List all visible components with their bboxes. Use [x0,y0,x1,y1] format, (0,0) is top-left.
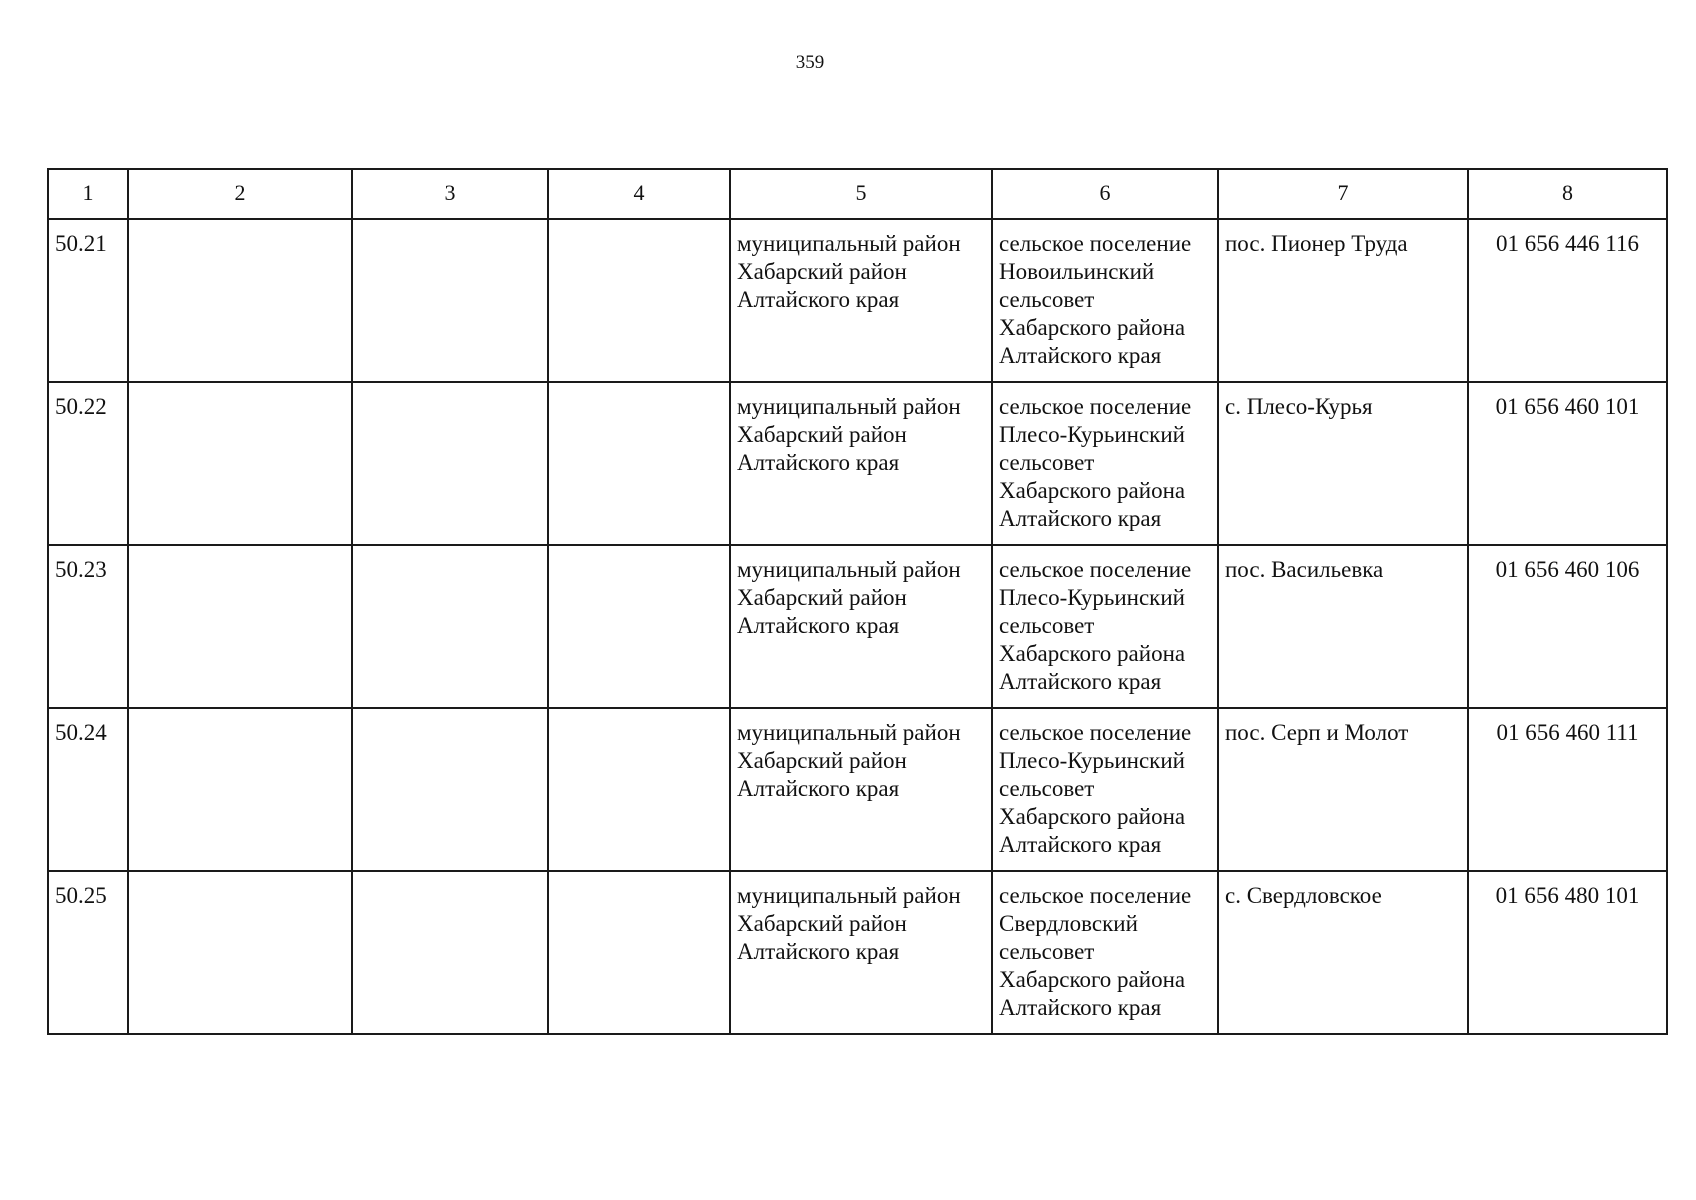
district-line: Алтайского края [737,450,900,475]
table-row [48,219,1667,382]
empty-cell [128,382,352,545]
settlement-line: сельское поселение [999,883,1192,908]
settlement-line: сельское поселение [999,557,1192,582]
empty-cell [548,219,730,382]
empty-cell [128,545,352,708]
column-header: 7 [1218,169,1468,219]
settlement-line: Хабарского района [999,478,1186,503]
empty-cell [548,545,730,708]
district-line: Хабарский район [737,585,907,610]
empty-cell [128,871,352,1034]
settlement-line: сельсовет [999,613,1095,638]
district-line: муниципальный район [737,394,961,419]
settlement-line: Плесо-Курьинский [999,748,1185,773]
locality-cell: с. Плесо-Курья [1218,382,1468,545]
settlement-line: Плесо-Курьинский [999,422,1185,447]
empty-cell [352,219,548,382]
district-line: Алтайского края [737,613,900,638]
district-line: муниципальный район [737,557,961,582]
settlement-line: Алтайского края [999,832,1162,857]
table-row [48,871,1667,1034]
settlement-line: Свердловский [999,911,1138,936]
empty-cell [128,219,352,382]
locality-cell: с. Свердловское [1218,871,1468,1034]
settlement-line: Хабарского района [999,315,1186,340]
settlement-line: сельское поселение [999,394,1192,419]
settlement-line: сельсовет [999,776,1095,801]
settlement-line: сельсовет [999,450,1095,475]
settlement-line: Алтайского края [999,343,1162,368]
settlement-line: сельсовет [999,939,1095,964]
settlement-line: Новоильинский [999,259,1155,284]
locality-cell: пос. Серп и Молот [1218,708,1468,871]
row-number: 50.22 [48,382,128,545]
column-header: 3 [352,169,548,219]
table-row [48,382,1667,545]
empty-cell [352,545,548,708]
empty-cell [548,708,730,871]
settlement-cell [992,545,1218,708]
row-number: 50.21 [48,219,128,382]
settlement-line: сельское поселение [999,231,1192,256]
district-line: муниципальный район [737,720,961,745]
district-cell [730,708,992,871]
column-header: 5 [730,169,992,219]
district-cell [730,545,992,708]
district-line: Алтайского края [737,939,900,964]
oktmo-code-cell: 01 656 446 116 [1468,219,1667,382]
settlement-line: Хабарского района [999,967,1186,992]
settlement-cell [992,871,1218,1034]
row-number: 50.25 [48,871,128,1034]
settlement-line: Алтайского края [999,506,1162,531]
settlement-line: сельское поселение [999,720,1192,745]
district-line: Хабарский район [737,748,907,773]
district-cell [730,219,992,382]
table-row [48,708,1667,871]
column-header: 8 [1468,169,1667,219]
district-line: Алтайского края [737,287,900,312]
district-line: муниципальный район [737,883,961,908]
empty-cell [128,708,352,871]
oktmo-code-cell: 01 656 460 111 [1468,708,1667,871]
settlement-line: сельсовет [999,287,1095,312]
settlement-cell [992,219,1218,382]
locality-cell: пос. Васильевка [1218,545,1468,708]
district-cell [730,871,992,1034]
district-line: Хабарский район [737,911,907,936]
column-header: 2 [128,169,352,219]
locality-cell: пос. Пионер Труда [1218,219,1468,382]
settlement-line: Хабарского района [999,641,1186,666]
page-number: 359 [795,52,825,73]
empty-cell [548,382,730,545]
empty-cell [352,871,548,1034]
registry-table [47,168,1668,1035]
table-header-row [48,169,1667,219]
table-row [48,545,1667,708]
settlement-cell [992,708,1218,871]
column-header: 4 [548,169,730,219]
oktmo-code-cell: 01 656 460 106 [1468,545,1667,708]
settlement-line: Хабарского района [999,804,1186,829]
oktmo-code-cell: 01 656 460 101 [1468,382,1667,545]
district-cell [730,382,992,545]
settlement-line: Алтайского края [999,995,1162,1020]
district-line: Алтайского края [737,776,900,801]
settlement-line: Алтайского края [999,669,1162,694]
oktmo-code-cell: 01 656 480 101 [1468,871,1667,1034]
district-line: Хабарский район [737,422,907,447]
district-line: Хабарский район [737,259,907,284]
column-header: 1 [48,169,128,219]
empty-cell [352,382,548,545]
row-number: 50.23 [48,545,128,708]
column-header: 6 [992,169,1218,219]
row-number: 50.24 [48,708,128,871]
district-line: муниципальный район [737,231,961,256]
empty-cell [548,871,730,1034]
empty-cell [352,708,548,871]
settlement-line: Плесо-Курьинский [999,585,1185,610]
settlement-cell [992,382,1218,545]
